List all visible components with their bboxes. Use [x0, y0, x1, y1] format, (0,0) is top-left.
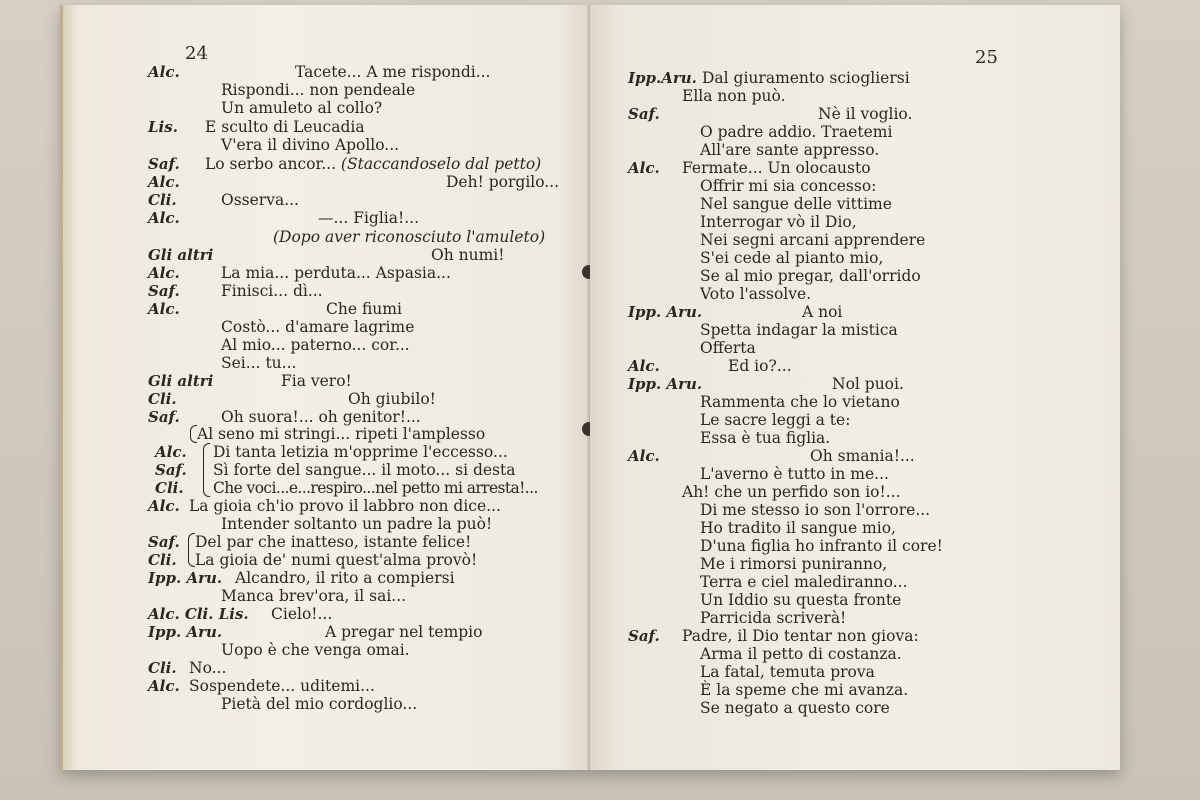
speaker: Saf.: [148, 408, 180, 426]
left-page: [60, 5, 593, 770]
speaker: Alc.: [628, 159, 660, 177]
speaker: Alc.: [148, 209, 180, 227]
verse-line: Al mio... paterno... cor...: [221, 336, 410, 354]
verse-line: Fia vero!: [281, 372, 352, 390]
verse-line: Padre, il Dio tentar non giova:: [682, 627, 919, 645]
speaker: Alc.: [148, 264, 180, 282]
page-number-right: 25: [975, 47, 998, 68]
speaker: Cli.: [148, 659, 177, 677]
verse-line: Osserva...: [221, 191, 299, 209]
verse-line: Intender soltanto un padre la può!: [221, 515, 493, 533]
verse-line: Ed io?...: [728, 357, 792, 375]
verse-line: No...: [189, 659, 227, 677]
verse-line: Nol puoi.: [832, 375, 904, 393]
stage-direction: (Dopo aver riconosciuto l'amuleto): [273, 228, 546, 246]
verse-line: Oh suora!... oh genitor!...: [221, 408, 421, 426]
verse-line: Del par che inatteso, istante felice!: [195, 533, 472, 551]
verse-line: Un amuleto al collo?: [221, 99, 383, 117]
verse-line: Oh giubilo!: [348, 390, 436, 408]
verse-line: Di tanta letizia m'opprime l'eccesso...: [213, 443, 508, 461]
verse-line: Nei segni arcani apprendere: [700, 231, 926, 249]
verse-line: Che fiumi: [326, 300, 402, 318]
speaker: Alc. Cli. Lis.: [148, 605, 249, 623]
brace-mark: [203, 443, 210, 497]
verse-line: La mia... perduta... Aspasia...: [221, 264, 451, 282]
speaker: Ipp. Aru.: [148, 623, 223, 641]
verse-line: D'una figlia ho infranto il core!: [700, 537, 943, 555]
verse-line: Fermate... Un olocausto: [682, 159, 871, 177]
speaker: Alc.: [628, 447, 660, 465]
verse-line: Offrir mi sia concesso:: [700, 177, 877, 195]
verse-line: Al seno mi stringi... ripeti l'amplesso: [197, 425, 486, 443]
verse-line: Offerta: [700, 339, 756, 357]
verse-line: O padre addio. Traetemi: [700, 123, 893, 141]
verse-line: Un Iddio su questa fronte: [700, 591, 902, 609]
verse-line: Alcandro, il rito a compiersi: [235, 569, 455, 587]
speaker: Cli.: [148, 191, 177, 209]
verse-line: Se negato a questo core: [700, 699, 890, 717]
speaker: Ipp.Aru.: [628, 69, 697, 87]
verse-line: A noi: [802, 303, 843, 321]
speaker: Cli.: [148, 390, 177, 408]
verse-line: La gioia ch'io provo il labbro non dice...: [189, 497, 501, 515]
verse-line: Deh! porgilo...: [446, 173, 560, 191]
verse-line: Manca brev'ora, il sai...: [221, 587, 407, 605]
verse-line: Essa è tua figlia.: [700, 429, 831, 447]
speaker: Saf.: [148, 533, 180, 551]
speaker: Ipp. Aru.: [628, 303, 703, 321]
speaker: Cli.: [148, 551, 177, 569]
verse-line: Parricida scriverà!: [700, 609, 847, 627]
verse-line: Tacete... A me rispondi...: [295, 63, 491, 81]
verse-line: Rammenta che lo vietano: [700, 393, 900, 411]
speaker: Saf.: [155, 461, 187, 479]
verse-line: All'are sante appresso.: [700, 141, 880, 159]
verse-line: Interrogar vò il Dio,: [700, 213, 857, 231]
verse-line: L'averno è tutto in me...: [700, 465, 889, 483]
speaker: Gli altri: [148, 372, 214, 390]
speaker: Alc.: [148, 173, 180, 191]
verse-line: Se al mio pregar, dall'orrido: [700, 267, 921, 285]
speaker: Alc.: [148, 300, 180, 318]
verse-line: E sculto di Leucadia: [205, 118, 365, 136]
verse-line: Di me stesso io son l'orrore...: [700, 501, 931, 519]
verse-line: Sospendete... uditemi...: [189, 677, 375, 695]
verse-line: È la speme che mi avanza.: [700, 681, 909, 699]
speaker: Saf.: [148, 282, 180, 300]
speaker: Lis.: [148, 118, 178, 136]
verse-line: Sì forte del sangue... il moto... si desta: [213, 461, 516, 479]
right-page: [590, 5, 1120, 770]
verse-line-text: Lo serbo ancor...: [205, 155, 341, 173]
verse-line: Ho tradito il sangue mio,: [700, 519, 896, 537]
verse-line: Finisci... dì...: [221, 282, 323, 300]
verse-line: Nel sangue delle vittime: [700, 195, 892, 213]
verse-line: Cielo!...: [271, 605, 333, 623]
verse-line: Pietà del mio cordoglio...: [221, 695, 418, 713]
verse-line: La fatal, temuta prova: [700, 663, 875, 681]
verse-line: —... Figlia!...: [318, 209, 420, 227]
verse-line: Arma il petto di costanza.: [700, 645, 902, 663]
verse-line: Terra e ciel malediranno...: [700, 573, 908, 591]
verse-line: Oh smania!...: [810, 447, 915, 465]
verse-line: Dal giuramento sciogliersi: [702, 69, 910, 87]
speaker: Alc.: [148, 677, 180, 695]
page-number-left: 24: [185, 43, 208, 64]
speaker: Alc.: [628, 357, 660, 375]
verse-line: S'ei cede al pianto mio,: [700, 249, 884, 267]
speaker: Alc.: [148, 497, 180, 515]
verse-line: Oh numi!: [431, 246, 505, 264]
verse-line: Rispondi... non pendeale: [221, 81, 416, 99]
verse-line: Costò... d'amare lagrime: [221, 318, 415, 336]
speaker: Cli.: [155, 479, 184, 497]
verse-line: Uopo è che venga omai.: [221, 641, 410, 659]
verse-line: V'era il divino Apollo...: [221, 136, 400, 154]
brace-mark: [190, 425, 197, 443]
speaker: Ipp. Aru.: [628, 375, 703, 393]
stage-direction: (Staccandoselo dal petto): [340, 155, 542, 173]
verse-line: Me i rimorsi puniranno,: [700, 555, 888, 573]
brace-mark: [188, 533, 195, 567]
speaker: Saf.: [148, 155, 180, 173]
verse-line: Sei... tu...: [221, 354, 297, 372]
speaker: Alc.: [148, 63, 180, 81]
speaker: Ipp. Aru.: [148, 569, 223, 587]
verse-line: Ella non può.: [682, 87, 786, 105]
speaker: Saf.: [628, 627, 660, 645]
verse-line: A pregar nel tempio: [325, 623, 483, 641]
verse-line: [205, 155, 541, 173]
verse-line: Che voci...e...respiro...nel petto mi arresta!...: [213, 479, 538, 497]
verse-line: La gioia de' numi quest'alma provò!: [195, 551, 478, 569]
speaker: Alc.: [155, 443, 187, 461]
verse-line: Ah! che un perfido son io!...: [682, 483, 901, 501]
verse-line: Spetta indagar la mistica: [700, 321, 898, 339]
verse-line: Le sacre leggi a te:: [700, 411, 851, 429]
speaker: Saf.: [628, 105, 660, 123]
verse-line: Nè il voglio.: [818, 105, 913, 123]
verse-line: Voto l'assolve.: [700, 285, 812, 303]
speaker: Gli altri: [148, 246, 214, 264]
open-booklet: [60, 5, 1120, 770]
